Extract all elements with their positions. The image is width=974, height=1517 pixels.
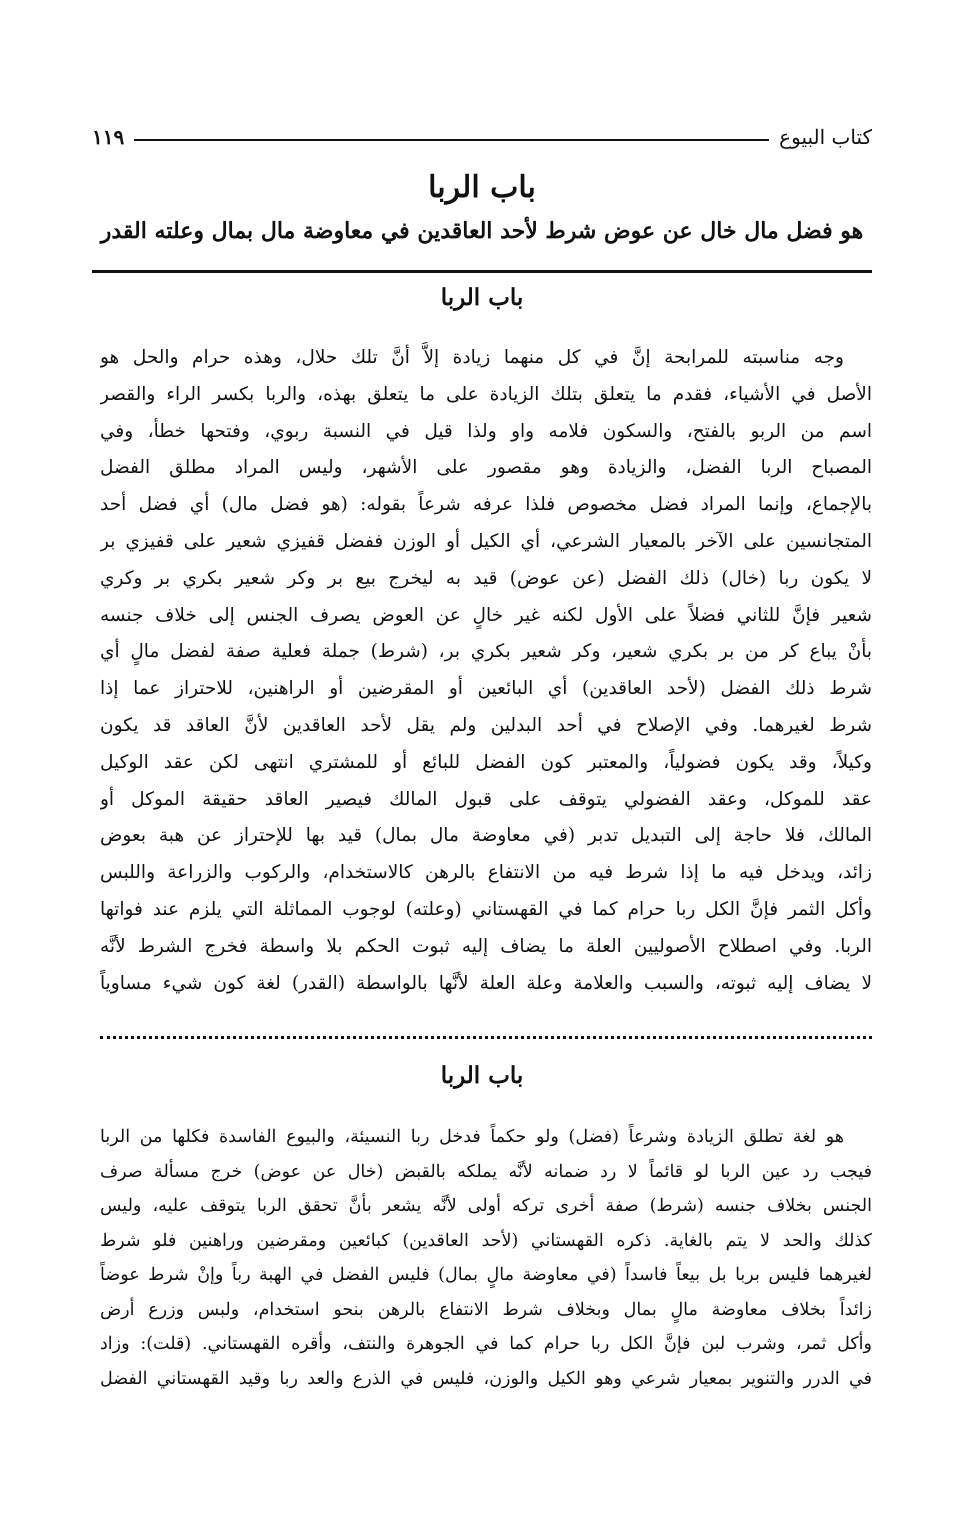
main-text-divider (92, 270, 872, 273)
commentary-1-line: اسم من الربو بالفتح، والسكون فلامه واو ولذا قيل في النسبة ربوي، وفتحها خطأ، وفي (100, 420, 872, 442)
commentary-2-line: كذلك والحد لا يتم بالغاية. ذكره القهستاني (لأحد العاقدين) كبائعين ومقرضين وراهنين فلو شرط (100, 1230, 872, 1251)
commentary-1-line: بأنْ يباع كر من بر بكري شعير، وكر شعير بكري بر، (شرط) جملة فعلية صفة لفضل مالٍ أي (100, 641, 872, 663)
dotted-divider (100, 1036, 872, 1039)
commentary-1-heading: باب الربا (440, 284, 524, 311)
commentary-1-line: المالك، فلا حاجة إلى التبديل تدبر (في معاوضة مال بمال) قيد بها للإحتراز عن هبة بعوض (100, 825, 872, 847)
commentary-2-line: الجنس بخلاف جنسه (شرط) صفة أخرى تركه أولى لأنَّه يشعر بأنَّ تحقق الربا يتوقف عليه، وليس (100, 1196, 872, 1216)
commentary-1-line: الربا. وفي اصطلاح الأصوليين العلة ما يضاف إليه ثبوت الحكم بلا واسطة فخرج الشرط لأنَّه (100, 935, 872, 957)
commentary-1-body (100, 340, 872, 1002)
commentary-1-line: وأكل الثمر فإنَّ الكل ربا حرام كما في القهستاني (وعلته) لوجوب المماثلة التي يلزم عند فواتها (100, 898, 872, 920)
chapter-title: باب الربا (428, 170, 536, 205)
commentary-1-line: الأصل في الأشياء، فقدم ما يتعلق بتلك الزيادة على ما يتعلق بهذه، والربا بكسر الراء والقصر (100, 383, 872, 405)
commentary-1-line: شرط لغيرهما. وفي الإصلاح في أحد البدلين ولم يقل لأحد العاقدين لأنَّ العاقد قد يكون (100, 714, 872, 736)
commentary-2-line: زائداً بخلاف معاوضة مالٍ بمال وبخلاف شرط الانتفاع بالرهن بنحو استخدام، ولبس وزرع أرض (100, 1299, 872, 1320)
commentary-1-line: زائد، ويدخل فيه ما إذا شرط فيه من الانتفاع بالرهن كالاستخدام، والركوب والزراعة واللبس (100, 862, 872, 884)
book-title: كتاب البيوع (779, 125, 872, 149)
commentary-1-line: المتجانسين على الآخر بالمعيار الشرعي، أي الكيل أو الوزن ففضل قفيزي شعير على قفيزي بر (100, 530, 872, 552)
commentary-1-line: بالإجماع، وإنما المراد فضل مخصوص فلذا عرفه شرعاً بقوله: (هو فضل مال) أي فضل أحد (100, 494, 872, 516)
main-text: هو فضل مال خال عن عوض شرط لأحد العاقدين في معاوضة مال بمال وعلته القدر (100, 218, 864, 244)
commentary-1-line: وكيلاً، وقد يكون فضولياً، والمعتبر كون الفضل للبائع أو للمشتري انتهى لكن عقد الوكيل (100, 751, 872, 773)
commentary-2-heading: باب الربا (440, 1062, 524, 1089)
commentary-1-line: لا يضاف إليه ثبوته، والسبب والعلامة وعلة العلة لأنَّها بالواسطة (القدر) لغة كون شيء مساوياً (100, 972, 872, 994)
commentary-2-line: في الدرر والتنوير بمعيار شرعي وهو الكيل والوزن، فليس في الذرع والعد ربا وقيد القهستاني الفضل (100, 1368, 872, 1389)
header-rule (134, 139, 769, 141)
commentary-1-line: شعير فإنَّ للثاني فضلاً على الأول لكنه غير خالٍ عن العوض يصرف الجنس إلى خلاف جنسه (100, 604, 872, 626)
commentary-1-line: المصباح الربا الفضل، والزيادة وهو مقصور على الأشهر، وليس المراد مطلق الفضل (100, 457, 872, 479)
running-head (92, 120, 872, 154)
commentary-1-line: عقد للموكل، وعقد الفضولي يتوقف على قبول المالك فيصير العاقد حقيقة الموكل أو (100, 788, 872, 810)
commentary-2-line: هو لغة تطلق الزيادة وشرعاً (فضل) ولو حكماً فدخل ربا النسيئة، والبيوع الفاسدة فكلها من الربا (100, 1127, 844, 1147)
commentary-2-line: لغيرهما فليس بربا بل بيعاً فاسداً (في معاوضة مالٍ بمال) فليس الفضل في الهبة رباً وإنْ شرط عوضاً (100, 1265, 872, 1285)
commentary-2-body (100, 1120, 872, 1396)
page-number: ١١٩ (92, 125, 125, 149)
commentary-1-line: شرط ذلك الفضل (لأحد العاقدين) أي البائعين أو المقرضين أو الراهنين، للاحتراز عما إذا (100, 678, 872, 700)
commentary-1-line: لا يكون ربا (خال) ذلك الفضل (عن عوض) قيد به ليخرج بيع بر وكر شعير بكري بر وكري (100, 567, 872, 589)
commentary-1-line: وجه مناسبته للمرابحة إنَّ في كل منهما زيادة إلاَّ أنَّ تلك حلال، وهذه حرام والحل هو (100, 347, 844, 368)
commentary-2-line: فيجب رد عين الربا لو قائماً لا رد ضمانه لأنَّه يملكه بالقبض (خال عن عوض) خرج مسألة صرف (100, 1161, 872, 1182)
commentary-2-line: وأكل ثمر، وشرب لبن فإنَّ الكل ربا حرام كما في الجوهرة والنتف، وأقره القهستاني. (قلت): وزاد (100, 1334, 872, 1354)
